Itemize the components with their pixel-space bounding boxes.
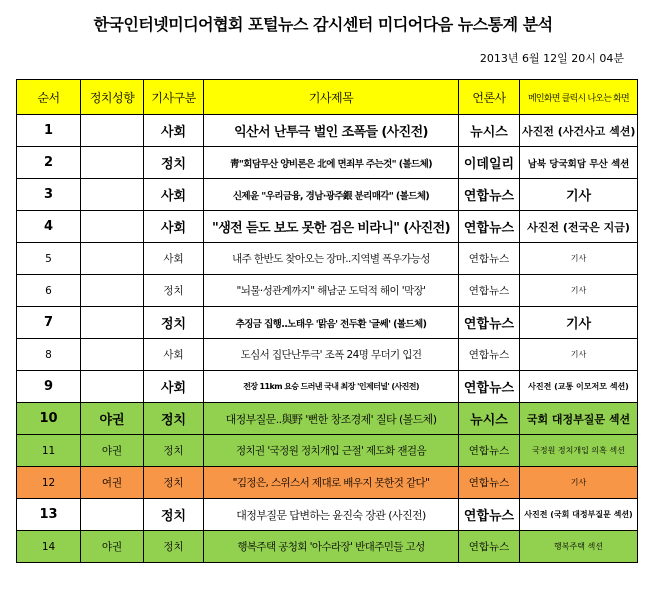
cell-category: 사회: [144, 211, 204, 243]
header-press: 언론사: [459, 80, 520, 115]
cell-category: 정치: [144, 147, 204, 179]
cell-article-title: "생전 듣도 보도 못한 검은 비라니" (사진전): [204, 211, 459, 243]
cell-article-title: 전장 11km 요승 드러낸 국내 최장 '인제터널' (사진전): [204, 371, 459, 403]
cell-political: [81, 147, 144, 179]
cell-click-target: 국회 대정부질문 섹션: [520, 403, 638, 435]
table-header-row: [17, 80, 638, 115]
cell-order: 11: [17, 435, 81, 467]
cell-press: 연합뉴스: [459, 499, 520, 531]
table-row: [17, 211, 638, 243]
cell-order: 7: [17, 307, 81, 339]
cell-press: 연합뉴스: [459, 275, 520, 307]
cell-article-title: 정치권 '국정원 정치개입 근절' 제도화 잰걸음: [204, 435, 459, 467]
cell-order: 14: [17, 531, 81, 563]
cell-article-title: 익산서 난투극 벌인 조폭들 (사진전): [204, 115, 459, 147]
table-row: [17, 467, 638, 499]
cell-click-target: 기사: [520, 179, 638, 211]
cell-click-target: 국정원 정치개입 의혹 섹션: [520, 435, 638, 467]
cell-political: 야권: [81, 531, 144, 563]
table-row: [17, 179, 638, 211]
cell-click-target: 행복주택 섹션: [520, 531, 638, 563]
cell-order: 6: [17, 275, 81, 307]
cell-order: 2: [17, 147, 81, 179]
cell-order: 4: [17, 211, 81, 243]
table-row: [17, 307, 638, 339]
cell-press: 연합뉴스: [459, 307, 520, 339]
cell-order: 3: [17, 179, 81, 211]
cell-political: [81, 275, 144, 307]
cell-press: 연합뉴스: [459, 371, 520, 403]
cell-press: 연합뉴스: [459, 531, 520, 563]
cell-political: [81, 499, 144, 531]
cell-political: [81, 179, 144, 211]
cell-category: 정치: [144, 499, 204, 531]
cell-category: 사회: [144, 339, 204, 371]
table-row: [17, 435, 638, 467]
cell-article-title: 신제윤 "우리금융, 경남·광주銀 분리매각" (볼드체): [204, 179, 459, 211]
table-row: [17, 339, 638, 371]
news-stats-table: [16, 79, 638, 563]
cell-political: [81, 339, 144, 371]
header-category: 기사구분: [144, 80, 204, 115]
cell-political: 야권: [81, 435, 144, 467]
cell-order: 9: [17, 371, 81, 403]
cell-political: [81, 307, 144, 339]
cell-click-target: 사진전 (교통 이모저모 섹션): [520, 371, 638, 403]
table-body: [17, 115, 638, 563]
cell-order: 1: [17, 115, 81, 147]
table-row: [17, 531, 638, 563]
cell-political: 야권: [81, 403, 144, 435]
cell-category: 정치: [144, 403, 204, 435]
cell-press: 이데일리: [459, 147, 520, 179]
cell-article-title: 행복주택 공청회 '아수라장' 반대주민들 고성: [204, 531, 459, 563]
cell-article-title: 대정부질문..與野 '뻔한 창조경제' 질타 (볼드체): [204, 403, 459, 435]
cell-category: 사회: [144, 371, 204, 403]
cell-political: 여권: [81, 467, 144, 499]
document-title: 한국인터넷미디어협회 포털뉴스 감시센터 미디어다음 뉴스통계 분석: [93, 15, 553, 34]
cell-order: 8: [17, 339, 81, 371]
cell-press: 연합뉴스: [459, 211, 520, 243]
cell-press: 연합뉴스: [459, 179, 520, 211]
table-row: [17, 243, 638, 275]
cell-political: [81, 243, 144, 275]
header-article-title: 기사제목: [204, 80, 459, 115]
timestamp: 2013년 6월 12일 20시 04분: [479, 52, 624, 65]
table-row: [17, 115, 638, 147]
cell-article-title: 내주 한반도 찾아오는 장마..지역별 폭우가능성: [204, 243, 459, 275]
cell-article-title: "김정은, 스위스서 제대로 배우지 못한것 같다": [204, 467, 459, 499]
cell-order: 12: [17, 467, 81, 499]
cell-click-target: 기사: [520, 307, 638, 339]
table-row: [17, 275, 638, 307]
cell-press: 연합뉴스: [459, 435, 520, 467]
cell-category: 정치: [144, 275, 204, 307]
table-row: [17, 371, 638, 403]
cell-click-target: 기사: [520, 243, 638, 275]
cell-article-title: 靑"회담무산 양비론은 北에 면죄부 주는것" (볼드체): [204, 147, 459, 179]
table-row: [17, 499, 638, 531]
cell-category: 사회: [144, 243, 204, 275]
cell-category: 정치: [144, 531, 204, 563]
cell-press: 연합뉴스: [459, 467, 520, 499]
cell-press: 뉴시스: [459, 115, 520, 147]
cell-article-title: "뇌물·성관계까지" 해남군 도덕적 해이 '막장': [204, 275, 459, 307]
cell-order: 13: [17, 499, 81, 531]
cell-click-target: 기사: [520, 275, 638, 307]
cell-category: 사회: [144, 179, 204, 211]
cell-click-target: 사진전 (사건사고 섹션): [520, 115, 638, 147]
cell-political: [81, 371, 144, 403]
cell-political: [81, 115, 144, 147]
cell-click-target: 기사: [520, 339, 638, 371]
cell-click-target: 기사: [520, 467, 638, 499]
header-political: 정치성향: [81, 80, 144, 115]
cell-category: 정치: [144, 435, 204, 467]
cell-order: 10: [17, 403, 81, 435]
cell-click-target: 사진전 (전국은 지금): [520, 211, 638, 243]
cell-press: 뉴시스: [459, 403, 520, 435]
cell-order: 5: [17, 243, 81, 275]
table-row: [17, 403, 638, 435]
cell-political: [81, 211, 144, 243]
cell-article-title: 대정부질문 답변하는 윤진숙 장관 (사진전): [204, 499, 459, 531]
table-row: [17, 147, 638, 179]
cell-click-target: 사진전 (국회 대정부질문 섹션): [520, 499, 638, 531]
cell-category: 정치: [144, 467, 204, 499]
cell-press: 연합뉴스: [459, 243, 520, 275]
header-order: 순서: [17, 80, 81, 115]
cell-press: 연합뉴스: [459, 339, 520, 371]
cell-article-title: 추징금 집행..노태우 '맑음' 전두환 '글쎄' (볼드체): [204, 307, 459, 339]
header-click-target: 메인화면 클릭시 나오는 화면: [520, 80, 638, 115]
cell-click-target: 남북 당국회담 무산 섹션: [520, 147, 638, 179]
cell-article-title: 도심서 집단난투극' 조폭 24명 무더기 입건: [204, 339, 459, 371]
cell-category: 사회: [144, 115, 204, 147]
cell-category: 정치: [144, 307, 204, 339]
